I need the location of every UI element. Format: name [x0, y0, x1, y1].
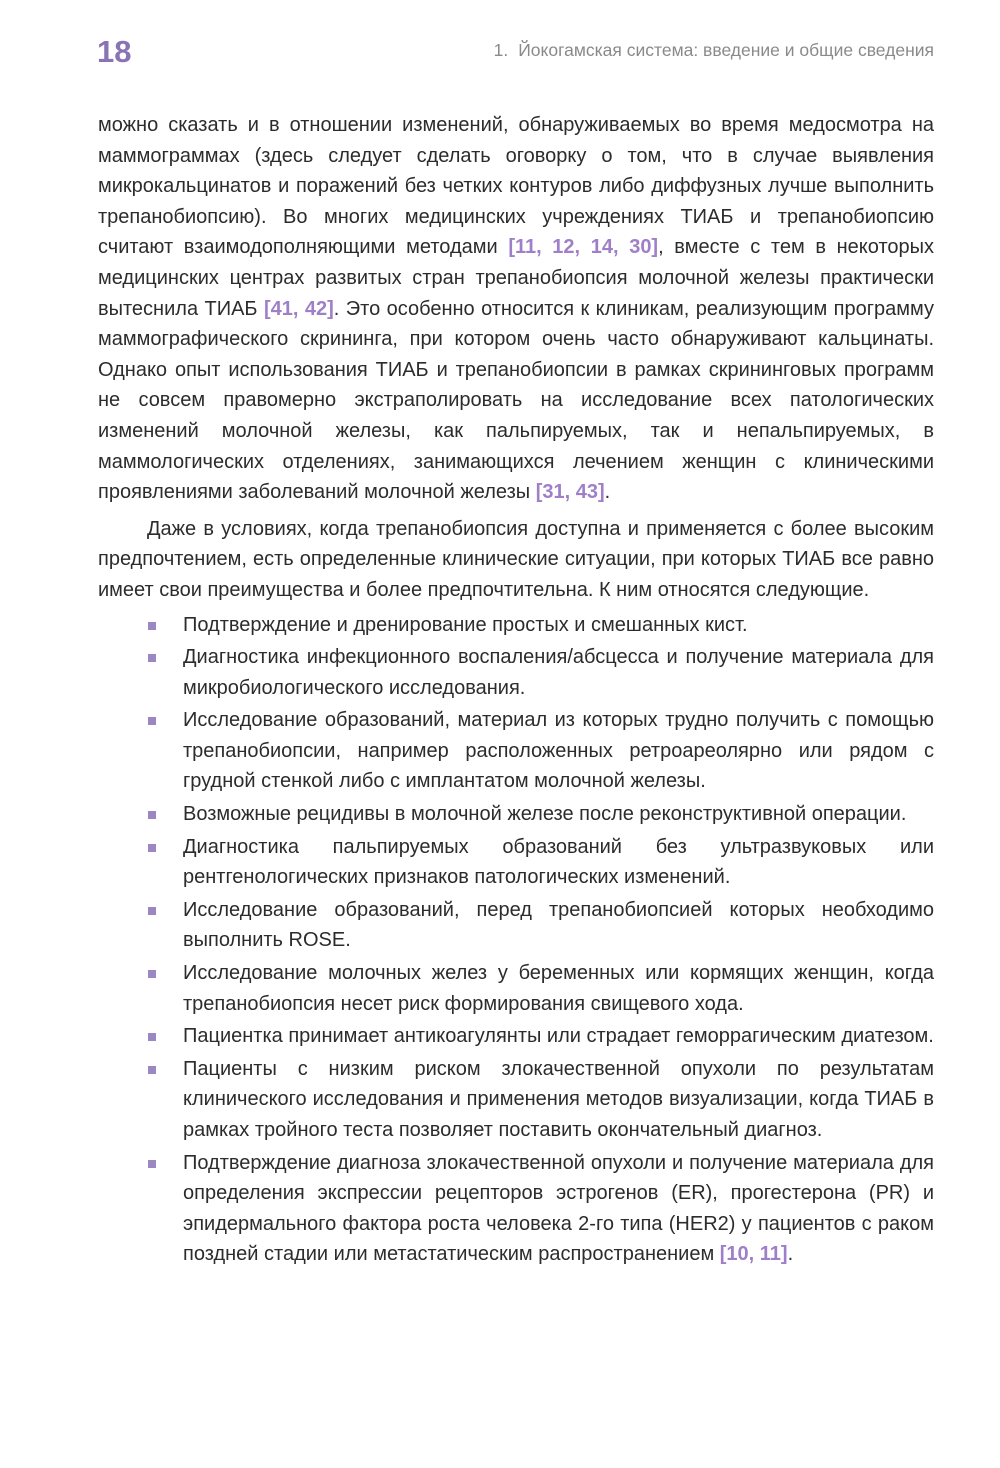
square-bullet-icon [148, 1033, 156, 1041]
list-item [98, 1148, 934, 1270]
list-item [98, 1054, 934, 1146]
list-item [98, 895, 934, 956]
square-bullet-icon [148, 907, 156, 915]
square-bullet-icon [148, 622, 156, 630]
list-item-text: Пациенты с низким риском злокачественной опухоли по результатам клинического исследования и применения методов визуализации, когда ТИАБ в рамках тройного теста позволяет поставить окончательный диагноз. [183, 1057, 934, 1141]
list-item [98, 705, 934, 797]
reference-link[interactable]: [11, 12, 14, 30] [508, 236, 659, 259]
page-number: 18 [97, 34, 132, 69]
square-bullet-icon [148, 717, 156, 725]
list-item [98, 610, 934, 641]
list-item [98, 642, 934, 703]
list-item-text: Пациентка принимает антикоагулянты или страдает геморрагическим диатезом. [183, 1025, 934, 1048]
list-item [98, 1021, 934, 1052]
paragraph-1-text-b: , вместе с тем в некоторых медицинских центрах развитых стран трепанобиопсия молочной железы практически вытеснила ТИАБ [98, 236, 935, 320]
square-bullet-icon [148, 844, 156, 852]
list-item-text: Подтверждение диагноза злокачественной опухоли и получение материала для определения экспрессии рецепторов эстрогенов (ER), прогестерона (PR) и эпидермального фактора роста человека 2-го типа (HER2) у пациентов с раком поздней стадии или метастатическим распространением [183, 1151, 934, 1266]
list-item-text: Исследование образований, перед трепанобиопсией которых необходимо выполнить ROSE. [183, 898, 934, 952]
list-item [98, 958, 934, 1019]
paragraph-1-text-d: . [604, 481, 611, 504]
square-bullet-icon [148, 1066, 156, 1074]
square-bullet-icon [148, 970, 156, 978]
chapter-number: 1. [493, 40, 509, 60]
square-bullet-icon [148, 654, 156, 662]
body-text [98, 110, 934, 1272]
list-item-text: Возможные рецидивы в молочной железе после реконструктивной операции. [183, 803, 907, 826]
square-bullet-icon [148, 1160, 156, 1168]
list-item-end: . [787, 1243, 794, 1266]
square-bullet-icon [148, 811, 156, 819]
list-item-text: Диагностика инфекционного воспаления/абсцесса и получение материала для микробиологического исследования. [183, 646, 934, 699]
reference-link[interactable]: [10, 11] [719, 1243, 788, 1266]
reference-link[interactable]: [41, 42] [263, 297, 334, 320]
reference-link[interactable]: [31, 43] [535, 481, 605, 504]
chapter-title: Йокогамская система: введение и общие сведения [518, 40, 934, 60]
list-item-text: Диагностика пальпируемых образований без ультразвуковых или рентгенологических признаков патологических изменений. [183, 835, 934, 889]
paragraph-1 [98, 110, 934, 508]
indications-list [98, 610, 934, 1270]
list-item [98, 799, 934, 830]
list-item-text: Исследование молочных желез у беременных или кормящих женщин, когда трепанобиопсия несет риск формирования свищевого хода. [183, 962, 934, 1015]
paragraph-2: Даже в условиях, когда трепанобиопсия доступна и применяется с более высоким предпочтением, есть определенные клинические ситуации, при которых ТИАБ все равно имеет свои преимущества и более предпочтительна. К ним относятся следующие. [98, 517, 934, 601]
running-header [494, 40, 934, 61]
list-item-text: Исследование образований, материал из которых трудно получить с помощью трепанобиопсии, например расположенных ретроареолярно или рядом с грудной стенкой либо с имплантатом молочной железы. [183, 709, 934, 793]
list-item [98, 832, 934, 893]
paragraph-1-text-a: можно сказать и в отношении изменений, обнаруживаемых во время медосмотра на маммограммах (здесь следует сделать оговорку о том, что в случае выявления микрокальцинатов и поражений без четких контуров либо диффузных лучше выполнить трепанобиопсию). Во многих медицинских учреждениях ТИАБ и трепанобиопсию считают взаимодополняющими методами [98, 114, 934, 259]
list-item-text: Подтверждение и дренирование простых и смешанных кист. [183, 613, 748, 636]
paragraph-1-text-c: . Это особенно относится к клиникам, реализующим программу маммографического скрининга, при котором очень часто обнаруживают кальцинаты. Однако опыт использования ТИАБ и трепанобиопсии в рамках скрининговых программ не совсем правомерно экстраполировать на исследование всех патологических изменений молочной железы, как пальпируемых, так и непальпируемых, в маммологических отделениях, занимающихся лечением женщин с клиническими проявлениями заболеваний молочной железы [98, 297, 934, 504]
